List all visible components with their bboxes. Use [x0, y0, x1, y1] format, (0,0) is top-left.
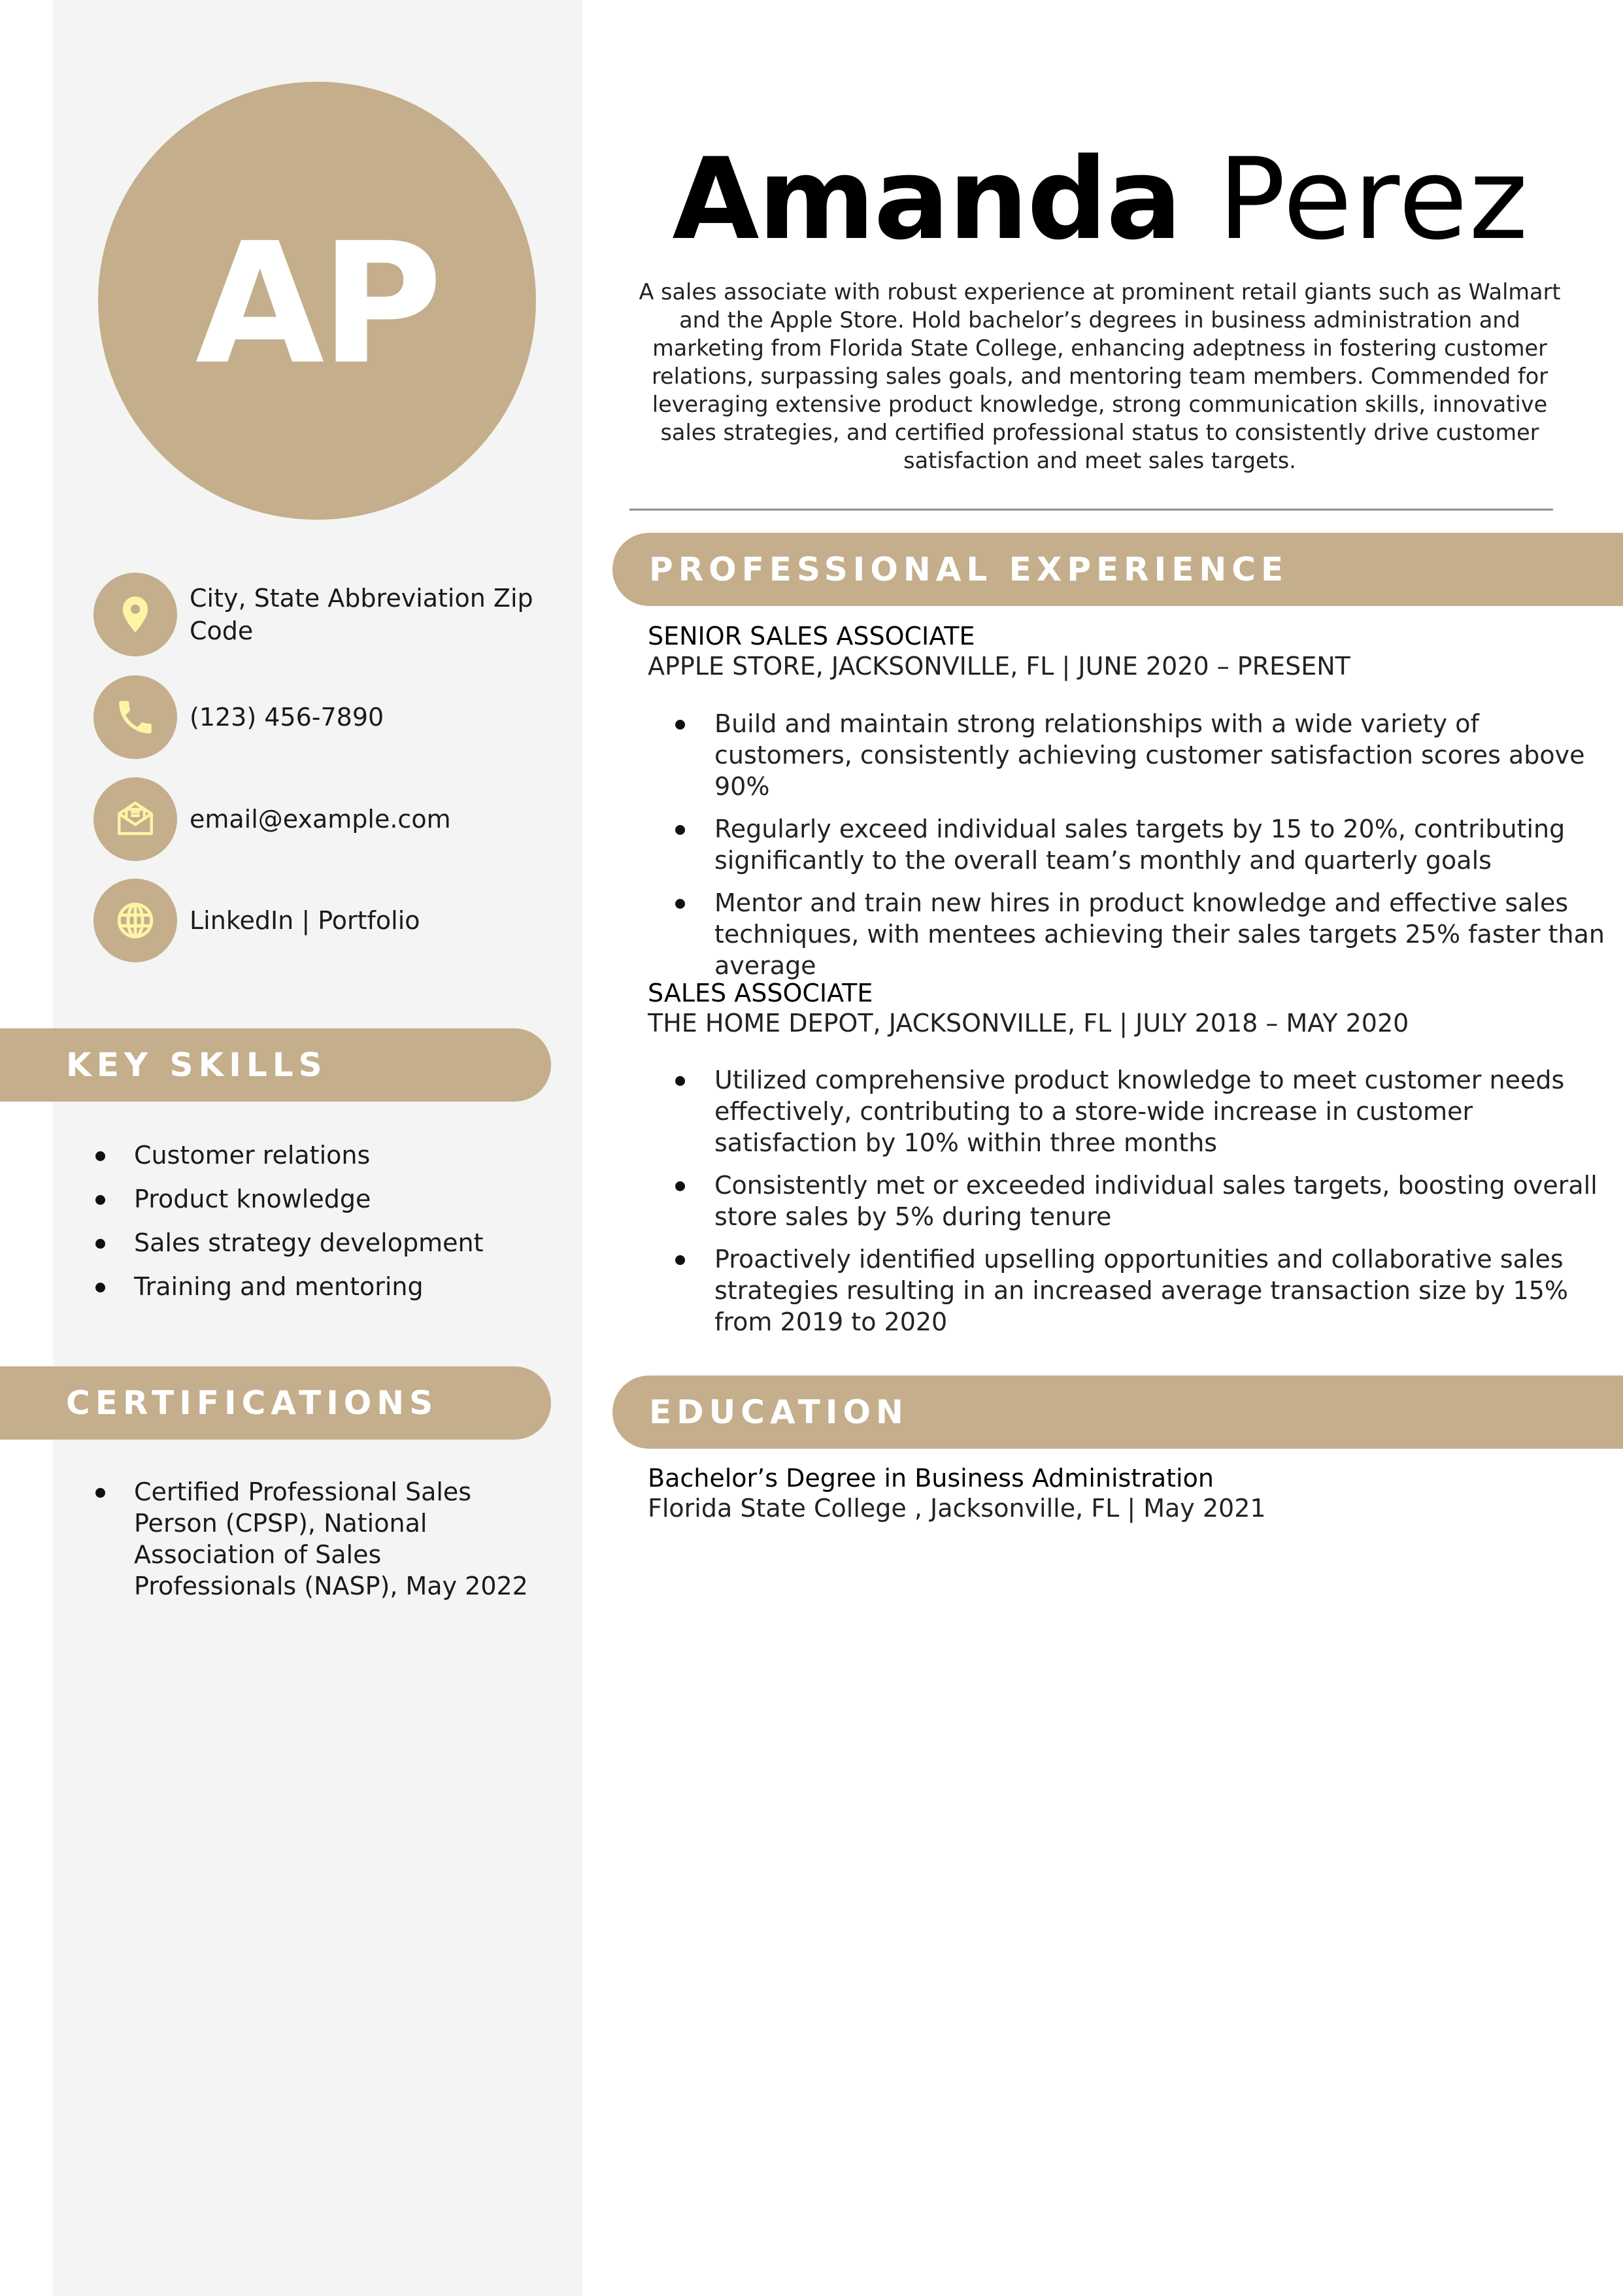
- summary-paragraph: A sales associate with robust experience at prominent retail giants such as Walmart and the Apple Store. Hold bachelor’s degrees in business administration and marketing from Florida State College, enhancing adeptness in fostering customer relations, surpassing sales goals, and mentoring team members. Commended for leveraging extensive product knowledge, strong communication skills, innovative sales strategies, and certified professional status to consistently drive customer satisfaction and meet sales targets.: [639, 279, 1561, 473]
- job-bullets: [670, 708, 1605, 992]
- certifications-banner: [0, 1366, 551, 1440]
- map-pin-icon: [93, 573, 177, 656]
- education-heading: EDUCATION: [649, 1393, 909, 1431]
- experience-heading: PROFESSIONAL EXPERIENCE: [649, 550, 1289, 588]
- contact-links: [93, 879, 543, 962]
- list-item: Training and mentoring: [93, 1271, 544, 1302]
- degree: Bachelor’s Degree in Business Administration: [648, 1464, 1214, 1493]
- location-text: City, State Abbreviation Zip Code: [190, 584, 533, 645]
- list-item: Regularly exceed individual sales targets by 15 to 20%, contributing significantly to the overall team’s monthly and quarterly goals: [670, 813, 1605, 876]
- list-item: Sales strategy development: [93, 1227, 544, 1258]
- list-item: Proactively identified upselling opportunities and collaborative sales strategies resulting in an increased average transaction size by 15% from 2019 to 2020: [670, 1243, 1605, 1338]
- globe-icon: [93, 879, 177, 962]
- list-item: Certified Professional Sales Person (CPSP), National Association of Sales Professionals (NASP), May 2022: [93, 1476, 551, 1602]
- job-title: SENIOR SALES ASSOCIATE: [648, 622, 975, 650]
- certifications-list: [93, 1476, 551, 1602]
- job-bullets: [670, 1064, 1605, 1349]
- links-text[interactable]: LinkedIn | Portfolio: [190, 906, 420, 935]
- education-banner: [612, 1376, 1623, 1449]
- phone-text[interactable]: (123) 456-7890: [190, 703, 384, 732]
- first-name: Amanda: [672, 133, 1181, 265]
- last-name: Perez: [1218, 133, 1530, 265]
- experience-banner: [612, 533, 1623, 606]
- key-skills-heading: KEY SKILLS: [66, 1046, 327, 1084]
- job-title: SALES ASSOCIATE: [648, 979, 873, 1007]
- school: Florida State College , Jacksonville, FL | May 2021: [648, 1494, 1266, 1523]
- key-skills-list: [93, 1140, 544, 1302]
- divider: [629, 509, 1553, 511]
- contact-location: [93, 573, 543, 656]
- certifications-heading: CERTIFICATIONS: [66, 1384, 439, 1422]
- key-skills-banner: [0, 1028, 551, 1102]
- job-meta: THE HOME DEPOT, JACKSONVILLE, FL | JULY 2018 – MAY 2020: [648, 1009, 1409, 1038]
- list-item: Customer relations: [93, 1140, 544, 1171]
- list-item: Utilized comprehensive product knowledge to meet customer needs effectively, contributing to a store-wide increase in customer satisfaction by 10% within three months: [670, 1064, 1605, 1158]
- phone-icon: [93, 675, 177, 759]
- contact-email: [93, 777, 543, 861]
- list-item: Build and maintain strong relationships with a wide variety of customers, consistently achieving customer satisfaction scores above 90%: [670, 708, 1605, 802]
- monogram-initials: AP: [195, 207, 439, 401]
- list-item: Product knowledge: [93, 1183, 544, 1215]
- full-name: [612, 134, 1589, 265]
- list-item: Mentor and train new hires in product knowledge and effective sales techniques, with mentees achieving their sales targets 25% faster than average: [670, 887, 1605, 981]
- list-item: Consistently met or exceeded individual sales targets, boosting overall store sales by 5% during tenure: [670, 1170, 1605, 1232]
- job-meta: APPLE STORE, JACKSONVILLE, FL | JUNE 2020 – PRESENT: [648, 652, 1350, 681]
- envelope-icon: [93, 777, 177, 861]
- monogram-circle: [98, 82, 536, 520]
- contact-phone: [93, 675, 543, 759]
- email-text[interactable]: email@example.com: [190, 805, 451, 834]
